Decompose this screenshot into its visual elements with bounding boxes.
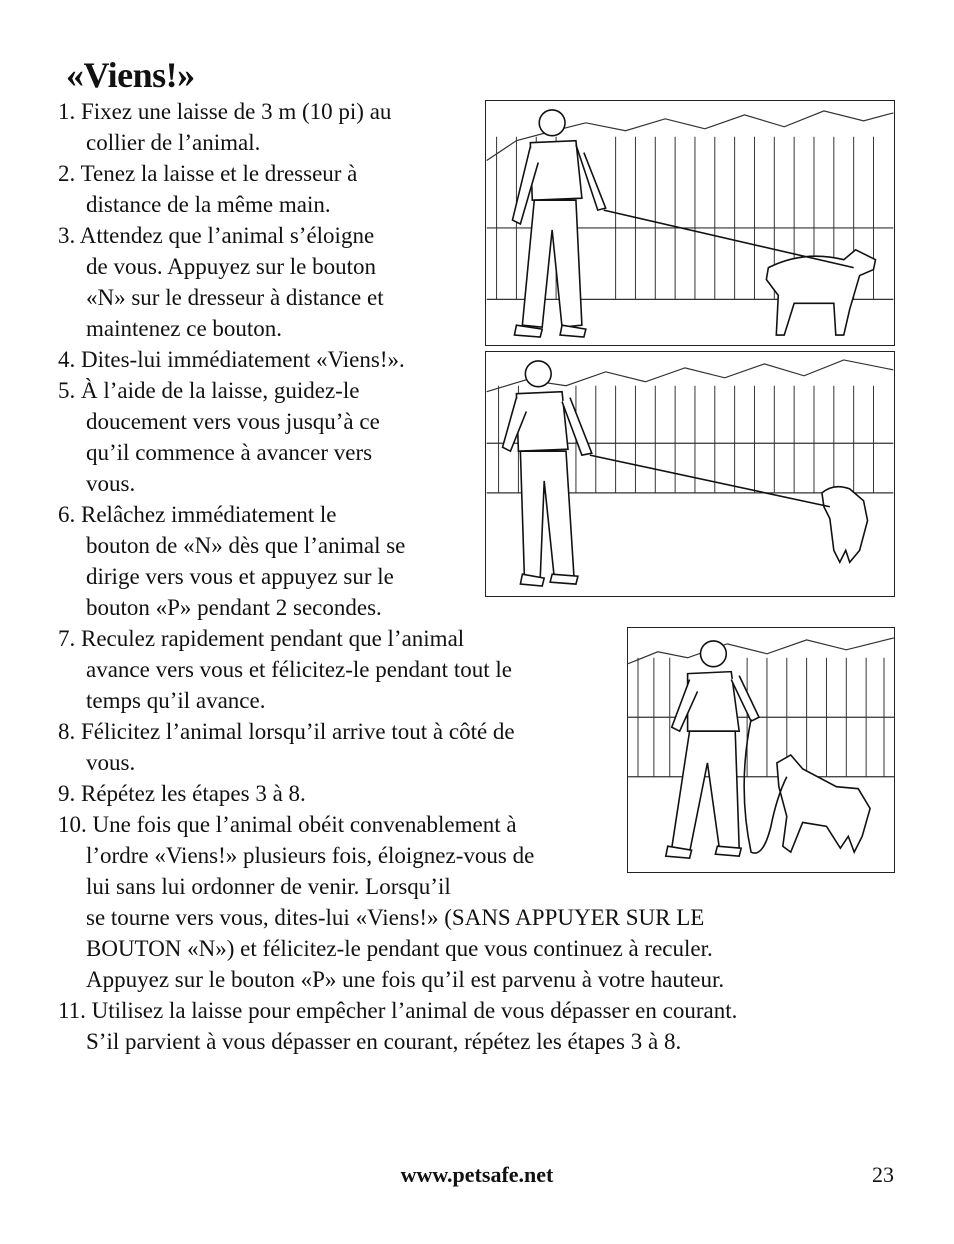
step-line: 4. Dites-lui immédiatement «Viens!». [58,347,405,372]
step-line: l’ordre «Viens!» plusieurs fois, éloignez-vous de [86,843,535,868]
step-line: 10. Une fois que l’animal obéit convenablement à [58,812,517,837]
step-line: 5. À l’aide de la laisse, guidez-le [58,378,360,403]
step-line: 6. Relâchez immédiatement le [58,502,337,527]
leash-training-drawing-2 [486,352,894,596]
step-line: temps qu’il avance. [86,688,266,713]
step-line: «N» sur le dresseur à distance et [86,285,384,310]
illustration-dog-coming-back [485,351,895,597]
step-line: doucement vers vous jusqu’à ce [86,409,380,434]
step-line: vous. [86,471,136,496]
page-title: «Viens!» [66,55,195,95]
step-line: de vous. Appuyez sur le bouton [86,254,377,279]
step-line: 11. Utilisez la laisse pour empêcher l’animal de vous dépasser en courant. [58,998,738,1023]
step-line: qu’il commence à avancer vers [86,440,373,465]
step-line: 2. Tenez la laisse et le dresseur à [58,161,358,186]
leash-training-drawing-1 [486,101,894,345]
page-number: 23 [872,1162,894,1187]
step-line: lui sans lui ordonner de venir. Lorsqu’il [86,874,451,899]
footer-url: www.petsafe.net [400,1162,554,1187]
step-line: bouton «P» pendant 2 secondes. [86,595,382,620]
step-line: collier de l’animal. [86,130,261,155]
step-line: vous. [86,750,136,775]
illustration-dog-walking-away [485,100,895,346]
step-line: Appuyez sur le bouton «P» une fois qu’il est parvenu à votre hauteur. [86,967,725,992]
illustration-dog-at-side [627,627,895,873]
step-line: 9. Répétez les étapes 3 à 8. [58,781,306,806]
leash-training-drawing-3 [628,628,894,872]
step-line: 8. Félicitez l’animal lorsqu’il arrive tout à côté de [58,719,515,744]
step-line: distance de la même main. [86,192,331,217]
step-line: se tourne vers vous, dites-lui «Viens!» (SANS APPUYER SUR LE [86,905,705,930]
step-line: 3. Attendez que l’animal s’éloigne [58,223,375,248]
step-line: 7. Reculez rapidement pendant que l’animal [58,626,465,651]
step-line: avance vers vous et félicitez-le pendant tout le [86,657,512,682]
step-line: BOUTON «N») et félicitez-le pendant que vous continuez à reculer. [86,936,713,961]
step-line: maintenez ce bouton. [86,316,283,341]
step-line: 1. Fixez une laisse de 3 m (10 pi) au [58,99,392,124]
step-line: S’il parvient à vous dépasser en courant, répétez les étapes 3 à 8. [86,1029,682,1054]
step-line: bouton de «N» dès que l’animal se [86,533,406,558]
step-line: dirige vers vous et appuyez sur le [86,564,394,589]
